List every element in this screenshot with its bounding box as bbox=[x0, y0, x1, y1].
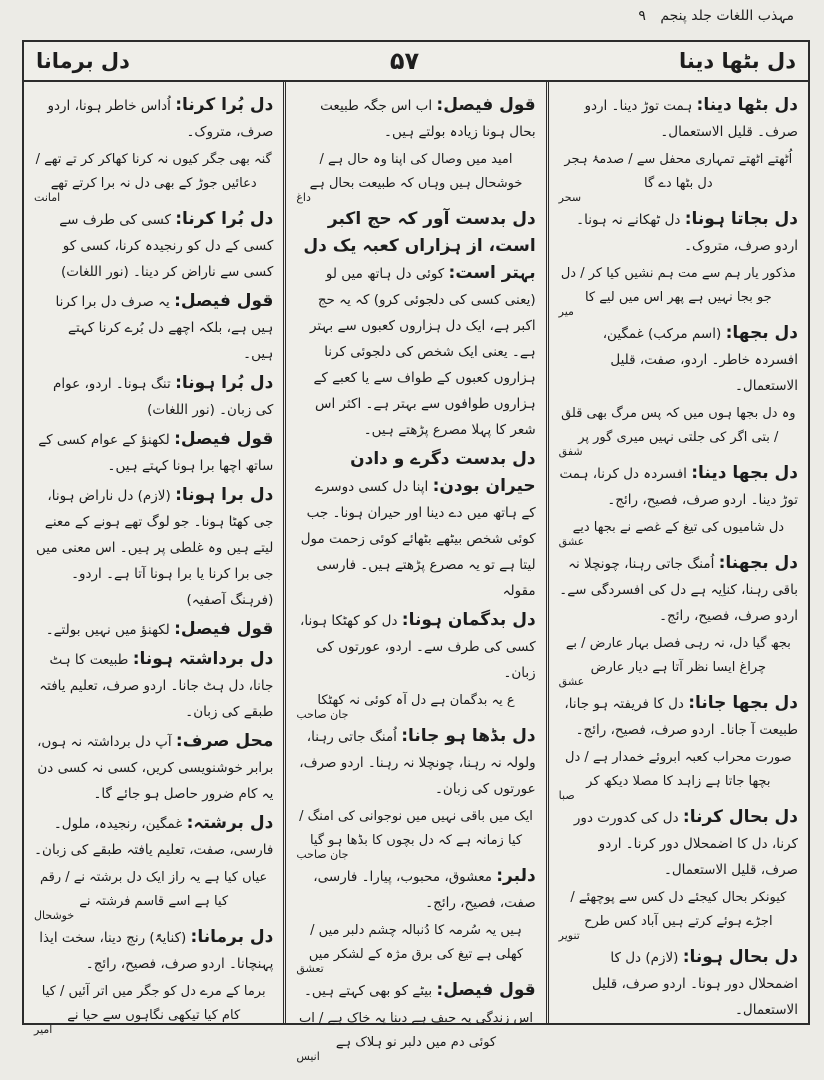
verse-quote: برما کے مرے دل کو جگر میں اتر آئیں / کیا کام کیا تیکھی نگاہوں سے حیا نے bbox=[41, 984, 266, 1023]
entry-definition: تنگ ہونا۔ اردو، عوام کی زبان۔ (نور اللغات) bbox=[53, 376, 274, 418]
verse-quote: اس زندگی پہ حیف ہے دینا پہ خاک ہے / اب کوئی دم میں دلبر نو ہلاک ہے bbox=[298, 1011, 534, 1050]
dictionary-entry bbox=[559, 804, 798, 883]
running-head bbox=[638, 8, 794, 24]
entry-headword: دل بدست آور کہ حج اکبر است، از ہزاراں کعبہ یک دل بہتر است: bbox=[303, 209, 536, 283]
verse-quote: ایک میں باقی نہیں میں نوجوانی کی امنگ / کیا زمانہ ہے کہ دل بچوں کا بڈھا ہو گیا bbox=[299, 809, 533, 848]
dictionary-entry bbox=[296, 607, 535, 686]
running-head-title: مہذب اللغات جلد پنجم bbox=[660, 8, 794, 24]
dictionary-entry bbox=[559, 206, 798, 259]
poet-name: تنویر bbox=[558, 929, 580, 942]
poet-name: انیس bbox=[296, 1050, 320, 1063]
column-middle bbox=[286, 82, 548, 1063]
entry-definition: ہمت توڑ دینا۔ اردو صرف۔ قلیل الاستعمال۔ bbox=[584, 98, 798, 140]
dictionary-entry bbox=[34, 206, 273, 285]
verse-quote: دل شامیوں کی تیغ کے غصے نے بجھا دیے bbox=[572, 520, 785, 535]
page-frame bbox=[22, 40, 810, 1063]
poet-name: جان صاحب bbox=[296, 708, 349, 721]
entry-headword: دل بڈھا ہو جانا: bbox=[401, 726, 536, 746]
entry-definition: (کنایۃً) رنج دینا، سخت ایذا پہنچانا۔ اردو صرف، فصیح، رائج۔ bbox=[39, 930, 274, 972]
dictionary-entry bbox=[34, 924, 273, 977]
dictionary-entry bbox=[296, 723, 535, 802]
entry-headword: قول فیصل: bbox=[436, 980, 536, 1000]
dictionary-entry bbox=[34, 92, 273, 145]
entry-headword: دل بجھا: bbox=[725, 323, 798, 343]
entry-definition: (لازم) دل کا اضمحلال دور ہونا۔ اردو صرف، قلیل الاستعمال۔ bbox=[591, 950, 798, 1018]
verse-quote: مذکور یار ہم سے مت ہم نشیں کیا کر / دل جو بجا نہیں ہے پھر اس میں لیے کا bbox=[560, 266, 796, 305]
verse-quote: گنہ بھی جگر کیوں نہ کرنا کھاکر کر تے تھے / دعائیں جوڑ کے بھی دل نہ برا کرتے تھے bbox=[35, 152, 272, 191]
dictionary-entry bbox=[296, 863, 535, 916]
verse-quote: بجھ گیا دل، نہ رہی فصل بہار عارض / بے چراغ ایسا نظر آتا ہے دیار عارض bbox=[565, 636, 791, 675]
poet-name: داغ bbox=[296, 191, 311, 204]
poet-name: عشق bbox=[558, 535, 585, 548]
entry-headword: قول فیصل: bbox=[174, 619, 274, 639]
dictionary-entry bbox=[559, 550, 798, 629]
dictionary-entry bbox=[296, 446, 535, 604]
verse-quote: ع یہ بدگمان ہے دل آہ کوئی نہ کھٹکا bbox=[317, 693, 515, 708]
header-row bbox=[24, 42, 808, 82]
dictionary-entry bbox=[34, 616, 273, 643]
verse-quote: اُٹھتے اٹھتے تمہاری محفل سے / صدمۂ ہجر دل بٹھا دے گا bbox=[564, 152, 793, 191]
verse-quote: صورت محراب کعبہ ابروئے خمدار ہے / دل بچھا جاتا ہے زاہد کا مصلا دیکھ کر bbox=[565, 750, 792, 789]
dictionary-entry bbox=[559, 944, 798, 1023]
entry-headword: دل بُرا کرنا: bbox=[175, 209, 274, 229]
poet-name: عشق bbox=[558, 675, 585, 688]
entry-definition: اپنا دل کسی دوسرے کے ہاتھ میں دے دینا اور حیران ہونا۔ جب کوئی شخص بیٹھے بٹھائے کوئی زحمت مول لیتا ہے تو یہ مصرع پڑھتے ہیں۔ فارسی مقولہ bbox=[300, 479, 536, 599]
dictionary-entry bbox=[296, 92, 535, 145]
entry-definition: لکھنؤ میں نہیں بولتے۔ bbox=[45, 622, 170, 638]
entry-headword: دل بجاتا ہونا: bbox=[684, 209, 798, 229]
entry-headword: دل بدست دگرے و دادن حیران بودن: bbox=[350, 449, 536, 496]
entry-headword: قول فیصل: bbox=[436, 95, 536, 115]
dictionary-entry bbox=[34, 810, 273, 863]
poet-name: سحر bbox=[558, 191, 582, 204]
entry-definition: (اسم مرکب) غمگین، افسردہ خاطر۔ اردو، صفت، قلیل الاستعمال۔ bbox=[602, 326, 798, 394]
entry-definition: دل کی کدورت دور کرنا، دل کا اضمحلال دور کرنا۔ اردو صرف، قلیل الاستعمال۔ bbox=[573, 810, 798, 878]
dictionary-entry bbox=[34, 482, 273, 613]
header-page-number: ۵۷ bbox=[389, 47, 420, 75]
entry-definition: اُمنگ جاتی رہنا، ولولہ نہ رہنا، چونچلا نہ رہنا۔ اردو صرف، عورتوں کی زبان۔ bbox=[299, 729, 536, 797]
entry-definition: اُداس خاطر ہونا، اردو صرف، متروک۔ bbox=[47, 98, 274, 140]
entry-headword: محل صرف: bbox=[175, 731, 274, 751]
header-right-keyword: دل بٹھا دینا bbox=[679, 49, 796, 73]
dictionary-entry bbox=[559, 690, 798, 743]
dictionary-entry bbox=[34, 370, 273, 423]
verse-quote: کیونکر بحال کیجئے دل کس سے پوچھئے / اجڑے ہوئے کرتے ہیں آباد کس طرح bbox=[570, 890, 787, 929]
poet-name: جان صاحب bbox=[296, 848, 349, 861]
entry-definition: (لازم) دل ناراض ہونا، جی کھٹا ہونا۔ جو لوگ تھے ہونے کے معنے لیتے ہیں وہ غلطی پر ہیں۔ اس معنی میں جی برا کرنا یا برا ہونا آتا ہے۔ اردو۔ (فرہنگ آصفیہ) bbox=[36, 488, 274, 608]
column-left bbox=[24, 82, 286, 1036]
entry-headword: دل برا ہونا: bbox=[175, 485, 274, 505]
entry-headword: دل بُرا ہونا: bbox=[175, 373, 274, 393]
header-left-keyword: دل برمانا bbox=[36, 49, 130, 73]
dictionary-entry bbox=[559, 320, 798, 399]
entry-definition: غمگین، رنجیدہ، ملول۔ فارسی، صفت، تعلیم یافتہ طبقے کی زبان۔ bbox=[34, 816, 274, 858]
dictionary-entry bbox=[34, 288, 273, 367]
entry-headword: دل بُرا کرنا: bbox=[175, 95, 274, 115]
entry-headword: دل بحال ہونا: bbox=[682, 947, 798, 967]
poet-name: امانت bbox=[34, 191, 61, 204]
entry-headword: دلبر: bbox=[496, 866, 536, 886]
entry-definition: اُمنگ جاتی رہنا، چونچلا نہ باقی رہنا، کناِیہ ہے دل کی افسردگی سے۔ اردو صرف، فصیح، رائج۔ bbox=[559, 556, 798, 624]
entry-definition: بیٹے کو بھی کہتے ہیں۔ bbox=[304, 983, 433, 999]
poet-name: تعشق bbox=[296, 962, 324, 975]
entry-definition: طبیعت کا ہٹ جانا، دل ہٹ جانا۔ اردو صرف، تعلیم یافتہ طبقے کی زبان۔ bbox=[39, 652, 274, 720]
dictionary-entry bbox=[559, 460, 798, 513]
entry-headword: دل برمانا: bbox=[190, 927, 274, 947]
poet-name: امیر bbox=[34, 1023, 53, 1036]
entry-headword: دل بجھا دینا: bbox=[691, 463, 798, 483]
poet-name: شفق bbox=[558, 445, 583, 458]
entry-headword: دل بجھنا: bbox=[718, 553, 798, 573]
poet-name: خوشحال bbox=[34, 909, 75, 922]
poet-name: صبا bbox=[558, 789, 575, 802]
entry-definition: کوئی دل ہاتھ میں لو (یعنی کسی کی دلجوئی کرو) کہ یہ حج اکبر ہے، ایک دل ہزاروں کعبوں سے بہتر ہے۔ یعنی ایک شخص کی دلجوئی کرنا ہزاروں کعبوں کے طواف سے یا کعبے کے ہزاروں طوافوں سے بہتر ہے۔ اکثر اس شعر کا پہلا مصرع پڑھتے ہیں۔ bbox=[309, 266, 536, 438]
columns bbox=[24, 82, 808, 1063]
dictionary-entry bbox=[296, 206, 535, 443]
entry-headword: قول فیصل: bbox=[174, 291, 274, 311]
entry-headword: قول فیصل: bbox=[174, 429, 274, 449]
entry-definition: دل کو کھٹکا ہونا، کسی کی طرف سے۔ اردو، عورتوں کی زبان۔ bbox=[300, 613, 536, 681]
entry-headword: دل برداشتہ ہونا: bbox=[132, 649, 274, 669]
entry-definition: دل کا فریفتہ ہو جانا، طبیعت آ جانا۔ اردو صرف، فصیح، رائج۔ bbox=[564, 696, 798, 738]
entry-definition: معشوق، محبوب، پیارا۔ فارسی، صفت، فصیح، رائج۔ bbox=[313, 869, 536, 911]
verse-quote: ہیں یہ سُرمہ کا دُنبالہ چشم دلبر میں / کھلی ہے تیغ کی برق مژہ کے لشکر میں bbox=[308, 923, 524, 962]
dictionary-entry bbox=[34, 426, 273, 479]
running-head-page-mark: ۹ bbox=[638, 8, 646, 24]
entry-definition: افسردہ دل کرنا، ہمت توڑ دینا۔ اردو صرف، فصیح، رائج۔ bbox=[559, 466, 798, 508]
dictionary-entry bbox=[34, 646, 273, 725]
verse-quote: عیاں کیا ہے یہ راز ایک دل برشتہ نے / رقم کیا ہے اسے قاسم فرشتہ نے bbox=[40, 870, 268, 909]
poet-name: میر bbox=[558, 305, 574, 318]
entry-definition: لکھنؤ کے عوام کسی کے ساتھ اچھا برا ہونا کہتے ہیں۔ bbox=[38, 432, 274, 474]
dictionary-entry bbox=[296, 977, 535, 1004]
entry-headword: دل بحال کرنا: bbox=[682, 807, 798, 827]
entry-headword: دل برشتہ: bbox=[186, 813, 274, 833]
entry-definition: آپ دل برداشتہ نہ ہوں، برابر خوشنویسی کریں، کسی نہ کسی دن یہ کام ضرور حاصل ہو جائے گا۔ bbox=[37, 734, 274, 802]
entry-headword: دل بجھا جانا: bbox=[688, 693, 798, 713]
dictionary-entry bbox=[34, 728, 273, 807]
entry-definition: دل ٹھکانے نہ ہونا۔ اردو صرف، متروک۔ bbox=[576, 212, 798, 254]
verse-quote: وہ دل بجھا ہوں میں کہ پس مرگ بھی قلق / بتی اگر کی جلتی نہیں میری گور پر bbox=[561, 406, 796, 445]
column-right bbox=[549, 82, 808, 1023]
entry-headword: دل بدگمان ہونا: bbox=[401, 610, 536, 630]
entry-definition: یہ صرف دل برا کرنا ہیں ہے، بلکہ اچھے دل بُرے کرنا کہتے ہیں۔ bbox=[55, 294, 274, 362]
entry-definition: کسی کی طرف سے کسی کے دل کو رنجیدہ کرنا، کسی کو کسی سے ناراض کر دینا۔ (نور اللغات) bbox=[59, 212, 274, 280]
entry-definition: اب اس جگہ طبیعت بحال ہونا زیادہ بولتے ہیں۔ bbox=[320, 98, 536, 140]
verse-quote: امید میں وصال کی اپنا وہ حال ہے / خوشحال ہیں وہاں کہ طبیعت بحال ہے bbox=[309, 152, 523, 191]
entry-headword: دل بٹھا دینا: bbox=[696, 95, 798, 115]
dictionary-entry bbox=[559, 92, 798, 145]
